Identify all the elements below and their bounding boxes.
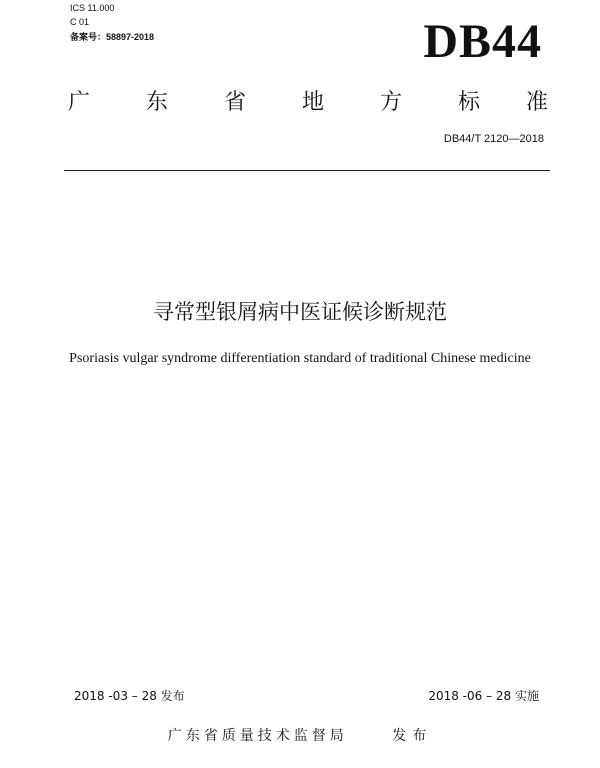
ics-code: ICS 11.000: [70, 3, 115, 13]
record-number: 备案号：58897-2018: [70, 32, 155, 42]
heading-char: 地: [302, 90, 325, 115]
implementation-date: 2018 -06 – 28 实施: [428, 689, 539, 703]
issuer-line: [0, 726, 600, 746]
ccs-code: C 01: [70, 17, 90, 27]
standard-number: DB44/T 2120—2018: [443, 133, 544, 145]
standard-category-heading: [68, 88, 548, 118]
heading-char: 东: [146, 90, 169, 115]
heading-char: 方: [380, 90, 403, 115]
issuer-organization: 广东省质量技术监督局: [167, 728, 348, 744]
heading-char: 省: [224, 90, 247, 115]
standard-code-logo: DB44: [423, 15, 542, 68]
heading-char: 广: [68, 90, 91, 115]
heading-char: 准: [526, 90, 549, 115]
heading-char: 标: [458, 90, 481, 115]
header-divider: [64, 170, 550, 171]
document-title-english: Psoriasis vulgar syndrome differentiation standard of traditional Chinese medicine: [69, 351, 531, 366]
issue-date: 2018 -03 – 28 发布: [74, 689, 185, 703]
document-title: 寻常型银屑病中医证候诊断规范: [153, 300, 447, 324]
issuer-verb: 发布: [392, 728, 433, 744]
